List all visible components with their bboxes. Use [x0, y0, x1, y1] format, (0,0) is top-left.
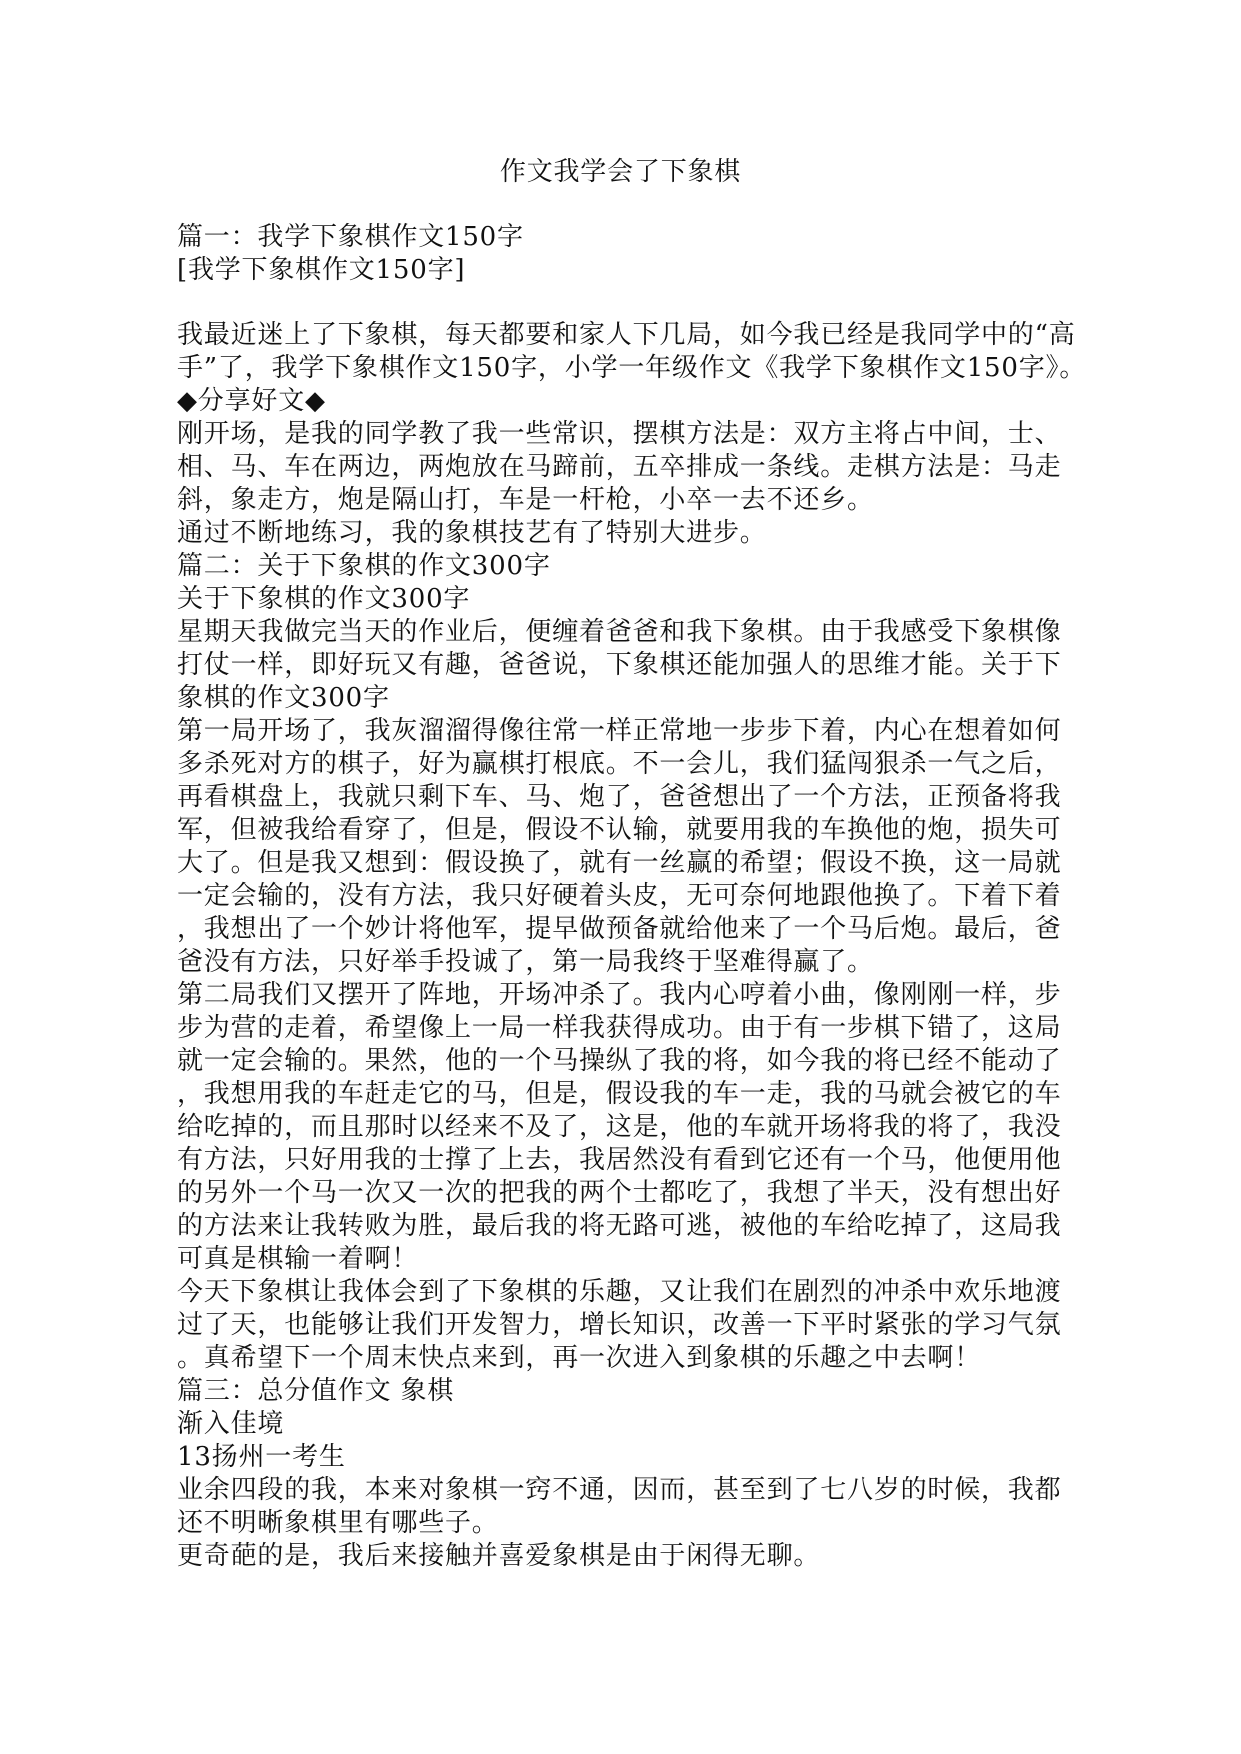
text-line: 第一局开场了，我灰溜溜得像往常一样正常地一步步下着，内心在想着如何 [177, 716, 1062, 746]
text-line: 有方法，只好用我的士撑了上去，我居然没有看到它还有一个马，他便用他 [177, 1145, 1062, 1175]
text-line: [我学下象棋作文150字] [177, 255, 466, 285]
text-line: 大了。但是我又想到：假设换了，就有一丝赢的希望；假设不换，这一局就 [177, 848, 1062, 878]
text-line: 星期天我做完当天的作业后，便缠着爸爸和我下象棋。由于我感受下象棋像 [177, 617, 1062, 647]
section-heading: 篇二：关于下象棋的作文300字 [177, 551, 551, 581]
text-line: 13扬州一考生 [177, 1442, 346, 1472]
text-line: 军，但被我给看穿了，但是，假设不认输，就要用我的车换他的炮，损失可 [177, 815, 1062, 845]
text-line: 的另外一个马一次又一次的把我的两个士都吃了，我想了半天，没有想出好 [177, 1178, 1062, 1208]
text-line: 渐入佳境 [177, 1409, 285, 1439]
text-line: 一定会输的，没有方法，我只好硬着头皮，无可奈何地跟他换了。下着下着 [177, 881, 1062, 911]
document-header-block [177, 221, 1177, 287]
text-line: 可真是棋输一着啊！ [177, 1244, 419, 1274]
text-line: 就一定会输的。果然，他的一个马操纵了我的将，如今我的将已经不能动了 [177, 1046, 1062, 1076]
text-line: 过了天，也能够让我们开发智力，增长知识，改善一下平时紧张的学习气氛 [177, 1310, 1062, 1340]
text-line: ◆分享好文◆ [177, 386, 326, 416]
text-line: 步为营的走着，希望像上一局一样我获得成功。由于有一步棋下错了，这局 [177, 1013, 1062, 1043]
text-line: 的方法来让我转败为胜，最后我的将无路可逃，被他的车给吃掉了，这局我 [177, 1211, 1062, 1241]
text-line: 手”了，我学下象棋作文150字，小学一年级作文《我学下象棋作文150字》。 [177, 353, 1087, 383]
section-heading: 篇三：总分值作文 象棋 [177, 1376, 455, 1406]
text-line: 相、马、车在两边，两炮放在马蹄前，五卒排成一条线。走棋方法是：马走 [177, 452, 1062, 482]
text-line: 给吃掉的，而且那时以经来不及了，这是，他的车就开场将我的将了，我没 [177, 1112, 1062, 1142]
text-line: ，我想出了一个妙计将他军，提早做预备就给他来了一个马后炮。最后，爸 [177, 914, 1062, 944]
text-line: 更奇葩的是，我后来接触并喜爱象棋是由于闲得无聊。 [177, 1541, 821, 1571]
text-line: 打仗一样，即好玩又有趣，爸爸说，下象棋还能加强人的思维才能。关于下 [177, 650, 1062, 680]
text-line: 业余四段的我，本来对象棋一窍不通，因而，甚至到了七八岁的时候，我都 [177, 1475, 1062, 1505]
text-line: 。真希望下一个周末快点来到，再一次进入到象棋的乐趣之中去啊！ [177, 1343, 982, 1373]
text-line: 斜，象走方，炮是隔山打，车是一杆枪，小卒一去不还乡。 [177, 485, 874, 515]
text-line: 通过不断地练习，我的象棋技艺有了特别大进步。 [177, 518, 767, 548]
text-line: 多杀死对方的棋子，好为赢棋打根底。不一会儿，我们猛闯狠杀一气之后， [177, 749, 1062, 779]
text-line: 刚开场，是我的同学教了我一些常识，摆棋方法是：双方主将占中间，士、 [177, 419, 1062, 449]
text-line: ，我想用我的车赶走它的马，但是，假设我的车一走，我的马就会被它的车 [177, 1079, 1062, 1109]
text-line: 象棋的作文300字 [177, 683, 390, 713]
text-line: 再看棋盘上，我就只剩下车、马、炮了，爸爸想出了一个方法，正预备将我 [177, 782, 1062, 812]
section-heading: 篇一：我学下象棋作文150字 [177, 222, 524, 252]
text-line: 还不明晰象棋里有哪些子。 [177, 1508, 499, 1538]
document-title: 作文我学会了下象棋 [499, 157, 742, 187]
text-line: 今天下象棋让我体会到了下象棋的乐趣，又让我们在剧烈的冲杀中欢乐地渡 [177, 1277, 1062, 1307]
text-line: 我最近迷上了下象棋，每天都要和家人下几局，如今我已经是我同学中的“高 [177, 320, 1076, 350]
document-body-block [177, 319, 1177, 1573]
text-line: 关于下象棋的作文300字 [177, 584, 471, 614]
text-line: 爸没有方法，只好举手投诚了，第一局我终于坚难得赢了。 [177, 947, 874, 977]
text-line: 第二局我们又摆开了阵地，开场冲杀了。我内心哼着小曲，像刚刚一样，步 [177, 980, 1062, 1010]
